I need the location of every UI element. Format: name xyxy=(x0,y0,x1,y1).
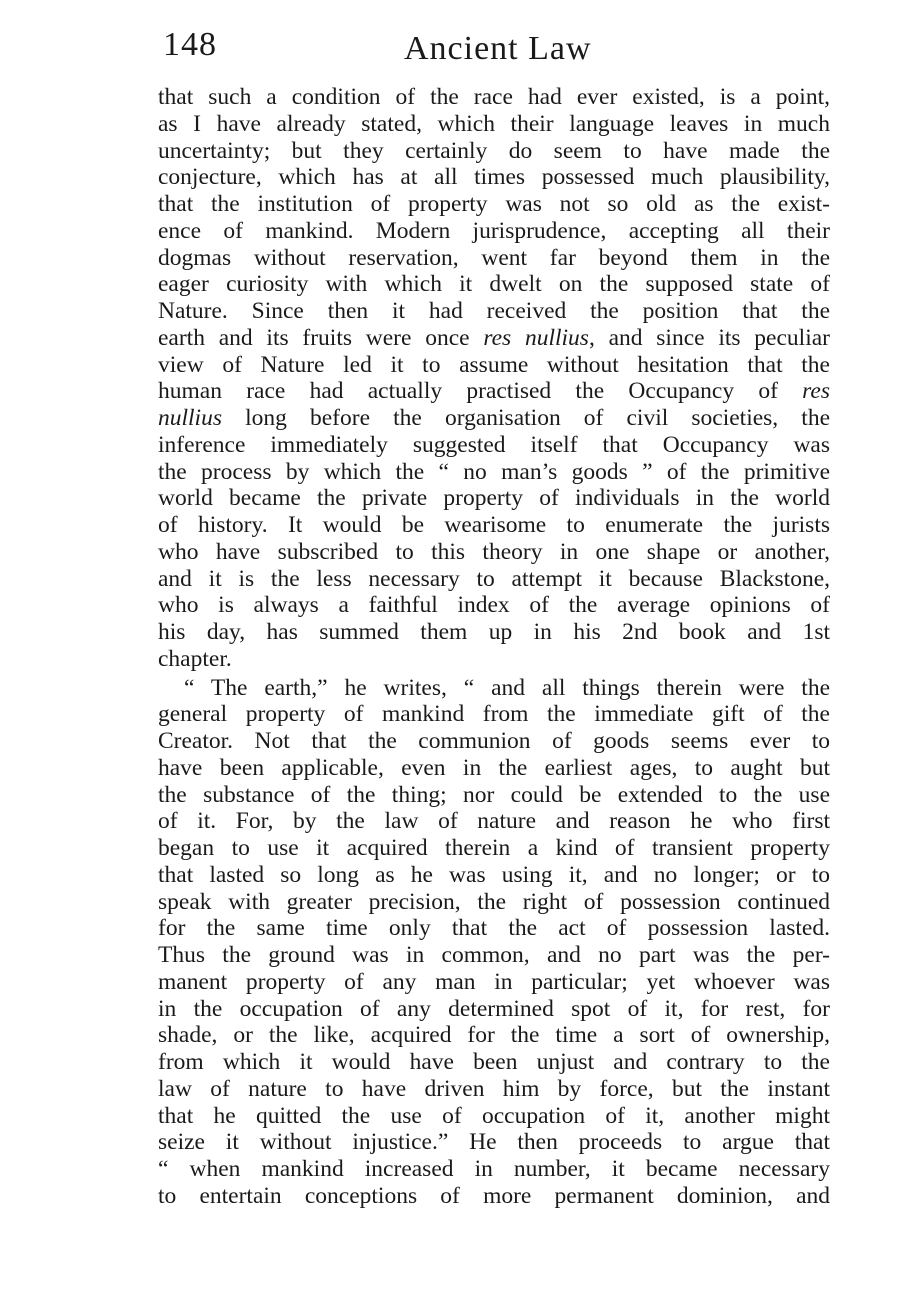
text-line: began to use it acquired therein a kind of transient property xyxy=(158,835,830,861)
text-line: inference immediately suggested itself that Occupancy was xyxy=(158,431,830,458)
text-line: who is always a faithful index of the average opinions of xyxy=(158,592,830,619)
text-line: the substance of the thing; nor could be extended to the use xyxy=(158,781,830,808)
text-line: to entertain conceptions of more permanent dominion, and xyxy=(158,1182,830,1209)
text-line: Thus the ground was in common, and no part was the per- xyxy=(158,942,830,968)
text-line: dogmas without reservation, went far beyond them in the xyxy=(158,244,830,271)
text-line: that the institution of property was not so old as the exist- xyxy=(158,191,830,217)
text-line: in the occupation of any determined spot of it, for rest, for xyxy=(158,995,830,1022)
text-line: have been applicable, even in the earliest ages, to aught but xyxy=(158,754,830,781)
text-line: law of nature to have driven him by force, but the instant xyxy=(158,1075,830,1102)
running-title: Ancient Law xyxy=(404,30,592,67)
text-line: general property of mankind from the immediate gift of the xyxy=(158,701,830,728)
text-line: chapter. xyxy=(158,645,232,672)
text-line: ence of mankind. Modern jurisprudence, accepting all their xyxy=(158,217,830,244)
text-line: that he quitted the use of occupation of it, another might xyxy=(158,1102,830,1129)
text-line: manent property of any man in particular; yet whoever was xyxy=(158,968,830,995)
text-line: for the same time only that the act of possession lasted. xyxy=(158,915,830,942)
text-line: human race had actually practised the Occupancy of res xyxy=(158,378,830,405)
text-line: from which it would have been unjust and contrary to the xyxy=(158,1049,830,1075)
text-line: speak with greater precision, the right of possession continued xyxy=(158,888,830,915)
text-line: “ The earth,” he writes, “ and all things therein were the xyxy=(184,674,830,701)
text-line: seize it without injustice.” He then proceeds to argue that xyxy=(158,1129,830,1156)
text-line: of it. For, by the law of nature and reason he who first xyxy=(158,808,830,835)
text-line: world became the private property of individuals in the world xyxy=(158,485,830,512)
text-line: Nature. Since then it had received the position that the xyxy=(158,298,830,324)
text-line: Creator. Not that the communion of goods seems ever to xyxy=(158,728,830,754)
body-text xyxy=(158,84,830,1210)
text-line: conjecture, which has at all times possessed much plausibility, xyxy=(158,164,830,191)
text-line: eager curiosity with which it dwelt on the supposed state of xyxy=(158,271,830,298)
text-line: as I have already stated, which their language leaves in much xyxy=(158,110,830,137)
text-line: the process by which the “ no man’s goods ” of the primitive xyxy=(158,458,830,485)
text-line: of history. It would be wearisome to enumerate the jurists xyxy=(158,512,830,538)
text-line: his day, has summed them up in his 2nd book and 1st xyxy=(158,619,830,645)
text-line: nullius long before the organisation of civil societies, the xyxy=(158,405,830,431)
paragraph xyxy=(158,675,830,1210)
text-line: that such a condition of the race had ever existed, is a point, xyxy=(158,84,830,110)
page-number: 148 xyxy=(163,26,217,63)
text-line: and it is the less necessary to attempt it because Blackstone, xyxy=(158,565,830,592)
text-line: shade, or the like, acquired for the time a sort of ownership, xyxy=(158,1022,830,1049)
text-line: that lasted so long as he was using it, and no longer; or to xyxy=(158,861,830,888)
text-line: “ when mankind increased in number, it became necessary xyxy=(158,1156,830,1182)
text-line: view of Nature led it to assume without hesitation that the xyxy=(158,351,830,378)
text-line: earth and its fruits were once res nullius, and since its peculiar xyxy=(158,324,830,351)
text-line: uncertainty; but they certainly do seem to have made the xyxy=(158,137,830,164)
paragraph xyxy=(158,84,830,673)
text-line: who have subscribed to this theory in one shape or another, xyxy=(158,538,830,565)
